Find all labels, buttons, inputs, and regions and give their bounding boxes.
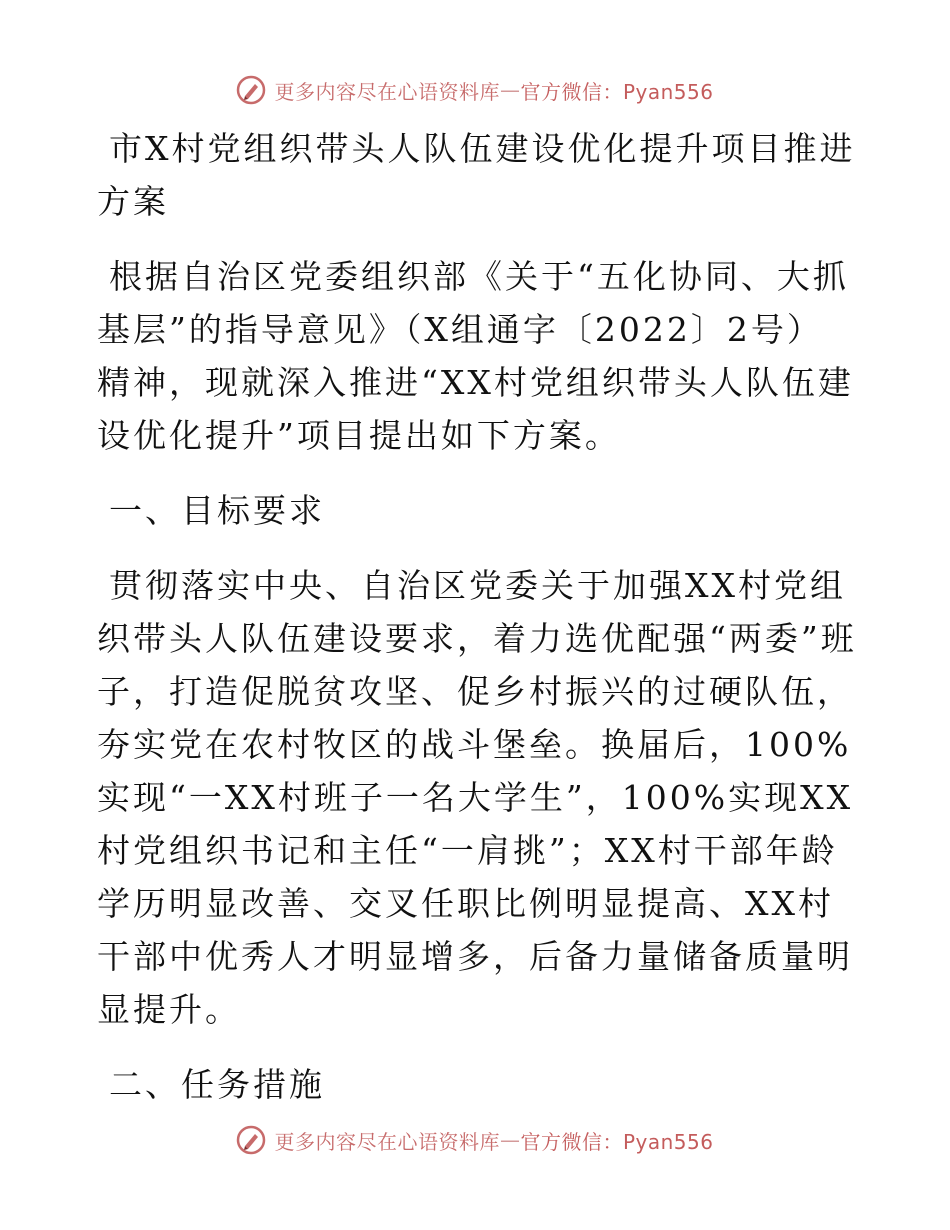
watermark-separator: — (499, 78, 521, 102)
watermark-separator: — (499, 1128, 521, 1152)
watermark-wechat-text: 官方微信：Pyan556 (520, 1129, 714, 1154)
section-body-goals: 贯彻落实中央、自治区党委关于加强XX村党组织带头人队伍建设要求，着力选优配强“两委”班子，打造促脱贫攻坚、促乡村振兴的过硬队伍，夯实党在农村牧区的战斗堡垒。换届后，100%实现“一XX村班子一名大学生”，100%实现XX村党组织书记和主任“一肩挑”；XX村干部年龄学历明显改善、交叉任职比例明显提高、XX村干部中优秀人才明显增多，后备力量储备质量明显提升。 (97, 566, 857, 1029)
watermark-site-text: 更多内容尽在心语资料库 (274, 1129, 500, 1154)
document-title: 市X村党组织带头人队伍建设优化提升项目推进方案 (97, 129, 856, 221)
watermark-site-text: 更多内容尽在心语资料库 (274, 79, 500, 104)
section-heading-tasks: 二、任务措施 (109, 1065, 325, 1104)
document-body (97, 122, 857, 1111)
watermark-wechat-text: 官方微信：Pyan556 (520, 79, 714, 104)
intro-paragraph: 根据自治区党委组织部《关于“五化协同、大抓基层”的指导意见》（X组通字〔2022〕2号）精神，现就深入推进“XX村党组织带头人队伍建设优化提升”项目提出如下方案。 (97, 257, 854, 455)
section-heading-goals: 一、目标要求 (109, 491, 325, 530)
pen-logo-icon (236, 1125, 266, 1155)
header-watermark (0, 70, 950, 110)
pen-logo-icon (236, 75, 266, 105)
footer-watermark (0, 1120, 950, 1160)
